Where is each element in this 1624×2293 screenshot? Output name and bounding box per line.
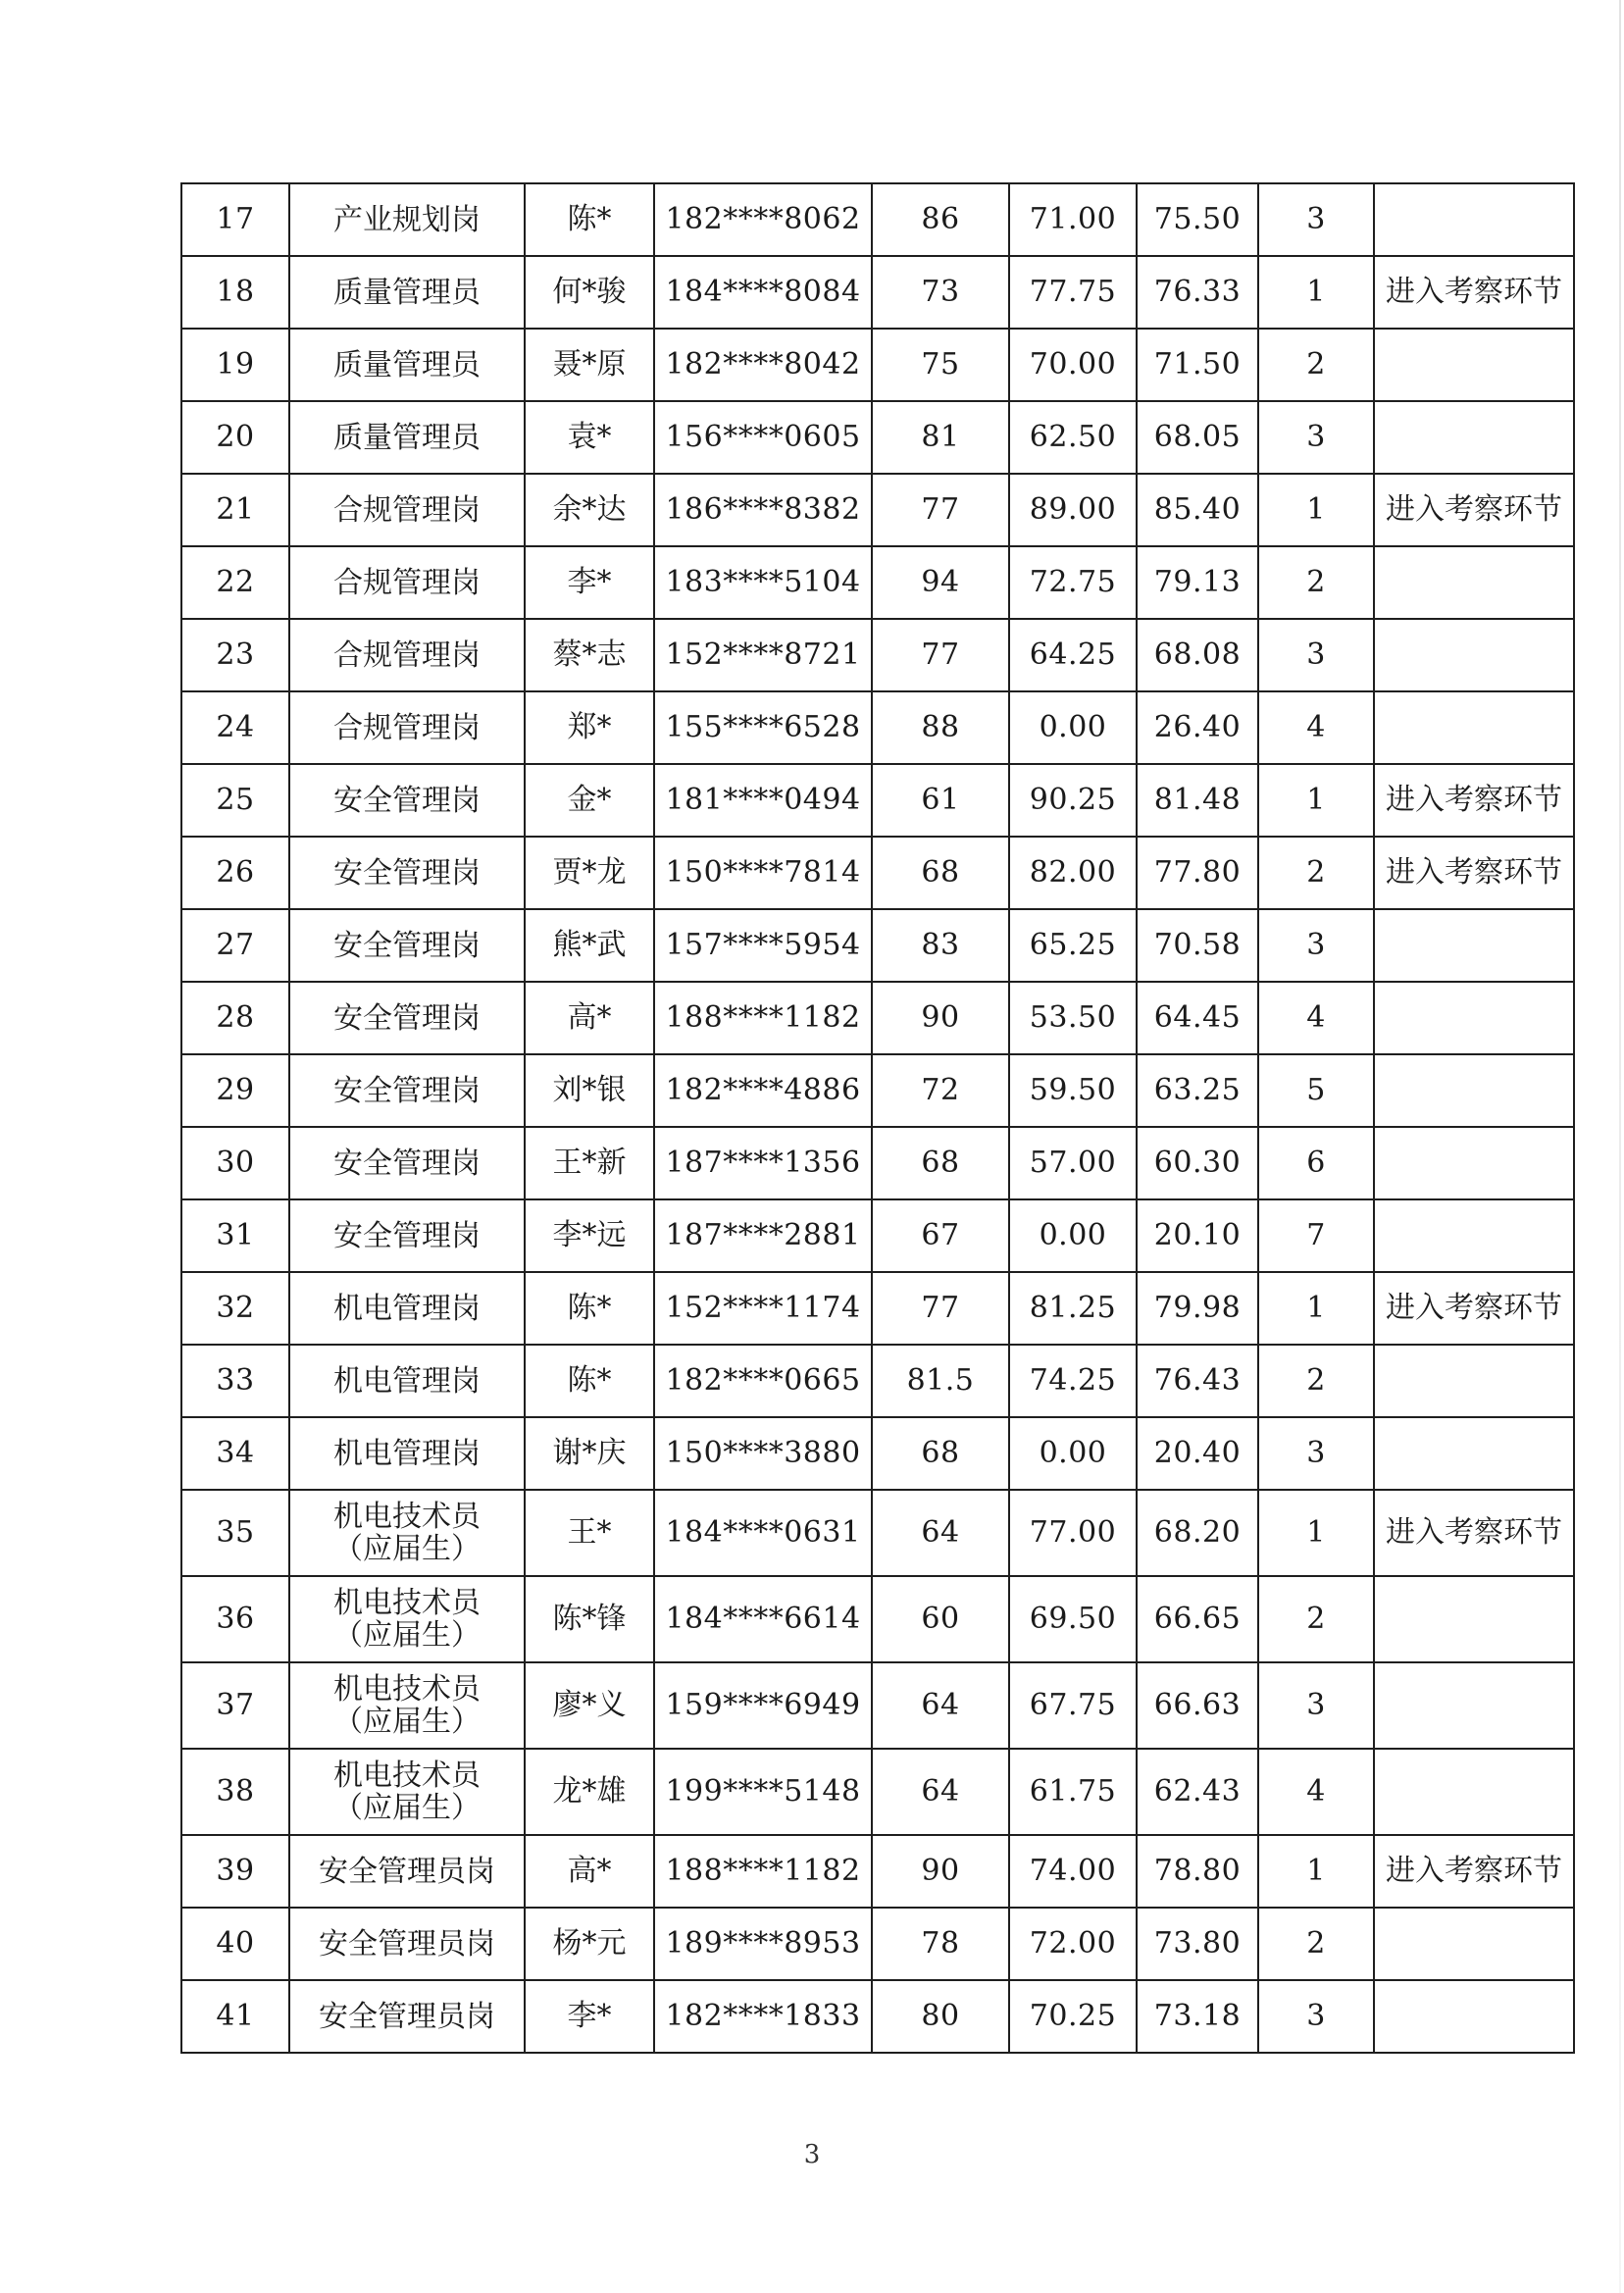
written-score-cell: 64 xyxy=(872,1749,1009,1835)
candidate-name-cell: 高* xyxy=(525,1835,654,1908)
rank-cell: 4 xyxy=(1258,691,1374,764)
total-score-cell: 26.40 xyxy=(1137,691,1258,764)
row-number-cell: 29 xyxy=(181,1054,289,1127)
position-line: 安全管理岗 xyxy=(333,1073,481,1108)
interview-score-cell: 71.00 xyxy=(1009,183,1137,256)
position-line: 合规管理岗 xyxy=(333,492,481,528)
candidate-name-cell: 聂*原 xyxy=(525,329,654,401)
row-number-cell: 17 xyxy=(181,183,289,256)
position-line: 合规管理岗 xyxy=(333,637,481,673)
row-number-cell: 32 xyxy=(181,1272,289,1345)
rank-cell: 2 xyxy=(1258,1345,1374,1417)
interview-score-cell: 57.00 xyxy=(1009,1127,1137,1199)
position-line: 安全管理员岗 xyxy=(319,1926,495,1962)
phone-cell: 184****0631 xyxy=(654,1490,872,1576)
table-row xyxy=(181,1576,1574,1662)
total-score-cell: 68.08 xyxy=(1137,619,1258,691)
total-score-cell: 76.43 xyxy=(1137,1345,1258,1417)
rank-cell: 5 xyxy=(1258,1054,1374,1127)
interview-score-cell: 77.00 xyxy=(1009,1490,1137,1576)
total-score-cell: 77.80 xyxy=(1137,837,1258,909)
row-number-cell: 28 xyxy=(181,982,289,1054)
remark-cell xyxy=(1374,1980,1574,2053)
total-score-cell: 20.10 xyxy=(1137,1199,1258,1272)
total-score-cell: 63.25 xyxy=(1137,1054,1258,1127)
candidate-name-cell: 王*新 xyxy=(525,1127,654,1199)
row-number-cell: 24 xyxy=(181,691,289,764)
position-line: 安全管理员岗 xyxy=(319,1999,495,2034)
table-row xyxy=(181,1490,1574,1576)
phone-cell: 184****8084 xyxy=(654,256,872,329)
interview-score-cell: 72.75 xyxy=(1009,546,1137,619)
row-number-cell: 33 xyxy=(181,1345,289,1417)
position-line: 合规管理岗 xyxy=(333,710,481,745)
remark-cell xyxy=(1374,691,1574,764)
position-line: 质量管理员 xyxy=(333,347,481,382)
written-score-cell: 81 xyxy=(872,401,1009,474)
written-score-cell: 81.5 xyxy=(872,1345,1009,1417)
rank-cell: 4 xyxy=(1258,1749,1374,1835)
written-score-cell: 60 xyxy=(872,1576,1009,1662)
remark-cell: 进入考察环节 xyxy=(1374,1835,1574,1908)
position-line: 机电技术员 xyxy=(333,1758,481,1793)
remark-cell: 进入考察环节 xyxy=(1374,764,1574,837)
total-score-cell: 81.48 xyxy=(1137,764,1258,837)
row-number-cell: 37 xyxy=(181,1662,289,1749)
position-line: 质量管理员 xyxy=(333,275,481,310)
position-cell xyxy=(289,1272,525,1345)
remark-cell: 进入考察环节 xyxy=(1374,1272,1574,1345)
total-score-cell: 68.05 xyxy=(1137,401,1258,474)
total-score-cell: 66.65 xyxy=(1137,1576,1258,1662)
interview-score-cell: 67.75 xyxy=(1009,1662,1137,1749)
remark-cell: 进入考察环节 xyxy=(1374,837,1574,909)
table-row xyxy=(181,256,1574,329)
total-score-cell: 78.80 xyxy=(1137,1835,1258,1908)
remark-cell xyxy=(1374,1345,1574,1417)
remark-cell xyxy=(1374,619,1574,691)
candidate-name-cell: 刘*银 xyxy=(525,1054,654,1127)
position-line: 安全管理岗 xyxy=(333,928,481,963)
written-score-cell: 83 xyxy=(872,909,1009,982)
total-score-cell: 66.63 xyxy=(1137,1662,1258,1749)
candidate-name-cell: 杨*元 xyxy=(525,1908,654,1980)
phone-cell: 150****3880 xyxy=(654,1417,872,1490)
position-line: 安全管理岗 xyxy=(333,1146,481,1181)
candidate-name-cell: 熊*武 xyxy=(525,909,654,982)
written-score-cell: 80 xyxy=(872,1980,1009,2053)
candidate-name-cell: 李*远 xyxy=(525,1199,654,1272)
position-line: 质量管理员 xyxy=(333,420,481,455)
written-score-cell: 90 xyxy=(872,982,1009,1054)
interview-score-cell: 0.00 xyxy=(1009,691,1137,764)
written-score-cell: 75 xyxy=(872,329,1009,401)
position-line: （应届生） xyxy=(333,1705,481,1739)
interview-score-cell: 74.00 xyxy=(1009,1835,1137,1908)
row-number-cell: 27 xyxy=(181,909,289,982)
rank-cell: 2 xyxy=(1258,1576,1374,1662)
remark-cell xyxy=(1374,1199,1574,1272)
rank-cell: 3 xyxy=(1258,1662,1374,1749)
total-score-cell: 20.40 xyxy=(1137,1417,1258,1490)
interview-score-cell: 59.50 xyxy=(1009,1054,1137,1127)
total-score-cell: 79.98 xyxy=(1137,1272,1258,1345)
position-line: 机电管理岗 xyxy=(333,1291,481,1326)
position-line: （应届生） xyxy=(333,1532,481,1566)
written-score-cell: 77 xyxy=(872,1272,1009,1345)
table-row xyxy=(181,1054,1574,1127)
phone-cell: 199****5148 xyxy=(654,1749,872,1835)
remark-cell xyxy=(1374,1662,1574,1749)
written-score-cell: 67 xyxy=(872,1199,1009,1272)
position-line: 安全管理员岗 xyxy=(319,1854,495,1889)
total-score-cell: 75.50 xyxy=(1137,183,1258,256)
phone-cell: 182****1833 xyxy=(654,1980,872,2053)
interview-score-cell: 77.75 xyxy=(1009,256,1137,329)
written-score-cell: 68 xyxy=(872,837,1009,909)
interview-score-cell: 70.25 xyxy=(1009,1980,1137,2053)
candidate-name-cell: 何*骏 xyxy=(525,256,654,329)
written-score-cell: 78 xyxy=(872,1908,1009,1980)
position-cell xyxy=(289,183,525,256)
position-cell xyxy=(289,474,525,546)
position-line: 合规管理岗 xyxy=(333,565,481,600)
interview-score-cell: 70.00 xyxy=(1009,329,1137,401)
candidate-name-cell: 陈*锋 xyxy=(525,1576,654,1662)
total-score-cell: 64.45 xyxy=(1137,982,1258,1054)
interview-score-cell: 53.50 xyxy=(1009,982,1137,1054)
candidate-name-cell: 陈* xyxy=(525,1272,654,1345)
position-cell xyxy=(289,837,525,909)
candidate-name-cell: 金* xyxy=(525,764,654,837)
phone-cell: 189****8953 xyxy=(654,1908,872,1980)
position-line: （应届生） xyxy=(333,1618,481,1653)
position-cell xyxy=(289,1417,525,1490)
candidate-name-cell: 蔡*志 xyxy=(525,619,654,691)
position-cell xyxy=(289,909,525,982)
table-row xyxy=(181,691,1574,764)
remark-cell xyxy=(1374,329,1574,401)
table-row xyxy=(181,1199,1574,1272)
total-score-cell: 62.43 xyxy=(1137,1749,1258,1835)
phone-cell: 182****8062 xyxy=(654,183,872,256)
position-line: （应届生） xyxy=(333,1791,481,1825)
remark-cell xyxy=(1374,1054,1574,1127)
written-score-cell: 64 xyxy=(872,1662,1009,1749)
remark-cell: 进入考察环节 xyxy=(1374,474,1574,546)
phone-cell: 187****2881 xyxy=(654,1199,872,1272)
candidate-name-cell: 李* xyxy=(525,1980,654,2053)
interview-score-cell: 0.00 xyxy=(1009,1199,1137,1272)
position-cell xyxy=(289,401,525,474)
rank-cell: 3 xyxy=(1258,909,1374,982)
candidate-name-cell: 廖*义 xyxy=(525,1662,654,1749)
row-number-cell: 31 xyxy=(181,1199,289,1272)
position-cell xyxy=(289,1127,525,1199)
remark-cell: 进入考察环节 xyxy=(1374,256,1574,329)
position-cell xyxy=(289,1662,525,1749)
remark-cell xyxy=(1374,1908,1574,1980)
candidate-name-cell: 袁* xyxy=(525,401,654,474)
interview-score-cell: 81.25 xyxy=(1009,1272,1137,1345)
table-row xyxy=(181,1980,1574,2053)
results-table xyxy=(180,182,1575,2054)
rank-cell: 2 xyxy=(1258,1908,1374,1980)
table-row xyxy=(181,1662,1574,1749)
total-score-cell: 60.30 xyxy=(1137,1127,1258,1199)
table-row xyxy=(181,546,1574,619)
candidate-name-cell: 陈* xyxy=(525,183,654,256)
position-cell xyxy=(289,982,525,1054)
position-line: 机电管理岗 xyxy=(333,1363,481,1399)
scan-edge-mark xyxy=(1619,0,1621,2293)
written-score-cell: 94 xyxy=(872,546,1009,619)
phone-cell: 182****4886 xyxy=(654,1054,872,1127)
row-number-cell: 26 xyxy=(181,837,289,909)
rank-cell: 3 xyxy=(1258,1417,1374,1490)
rank-cell: 1 xyxy=(1258,1835,1374,1908)
candidate-name-cell: 余*达 xyxy=(525,474,654,546)
position-line: 安全管理岗 xyxy=(333,1000,481,1036)
total-score-cell: 85.40 xyxy=(1137,474,1258,546)
row-number-cell: 34 xyxy=(181,1417,289,1490)
rank-cell: 1 xyxy=(1258,764,1374,837)
total-score-cell: 68.20 xyxy=(1137,1490,1258,1576)
row-number-cell: 35 xyxy=(181,1490,289,1576)
position-cell xyxy=(289,764,525,837)
phone-cell: 159****6949 xyxy=(654,1662,872,1749)
candidate-name-cell: 谢*庆 xyxy=(525,1417,654,1490)
position-cell xyxy=(289,1490,525,1576)
interview-score-cell: 61.75 xyxy=(1009,1749,1137,1835)
row-number-cell: 25 xyxy=(181,764,289,837)
table-row xyxy=(181,401,1574,474)
written-score-cell: 88 xyxy=(872,691,1009,764)
table-row xyxy=(181,1345,1574,1417)
table-row xyxy=(181,1835,1574,1908)
table-row xyxy=(181,1272,1574,1345)
rank-cell: 7 xyxy=(1258,1199,1374,1272)
rank-cell: 4 xyxy=(1258,982,1374,1054)
table-row xyxy=(181,909,1574,982)
position-line: 机电技术员 xyxy=(333,1586,481,1620)
position-cell xyxy=(289,1576,525,1662)
phone-cell: 182****8042 xyxy=(654,329,872,401)
candidate-name-cell: 李* xyxy=(525,546,654,619)
row-number-cell: 18 xyxy=(181,256,289,329)
interview-score-cell: 72.00 xyxy=(1009,1908,1137,1980)
total-score-cell: 70.58 xyxy=(1137,909,1258,982)
candidate-name-cell: 贾*龙 xyxy=(525,837,654,909)
phone-cell: 152****8721 xyxy=(654,619,872,691)
remark-cell xyxy=(1374,1417,1574,1490)
total-score-cell: 79.13 xyxy=(1137,546,1258,619)
row-number-cell: 20 xyxy=(181,401,289,474)
phone-cell: 186****8382 xyxy=(654,474,872,546)
rank-cell: 6 xyxy=(1258,1127,1374,1199)
remark-cell xyxy=(1374,401,1574,474)
table-row xyxy=(181,183,1574,256)
table-row xyxy=(181,1417,1574,1490)
written-score-cell: 68 xyxy=(872,1127,1009,1199)
position-line: 安全管理岗 xyxy=(333,1218,481,1253)
written-score-cell: 90 xyxy=(872,1835,1009,1908)
rank-cell: 1 xyxy=(1258,1490,1374,1576)
position-cell xyxy=(289,1345,525,1417)
interview-score-cell: 0.00 xyxy=(1009,1417,1137,1490)
position-line: 机电管理岗 xyxy=(333,1436,481,1471)
total-score-cell: 76.33 xyxy=(1137,256,1258,329)
table-row xyxy=(181,982,1574,1054)
total-score-cell: 71.50 xyxy=(1137,329,1258,401)
written-score-cell: 77 xyxy=(872,474,1009,546)
row-number-cell: 23 xyxy=(181,619,289,691)
remark-cell xyxy=(1374,1127,1574,1199)
phone-cell: 184****6614 xyxy=(654,1576,872,1662)
position-cell xyxy=(289,1199,525,1272)
phone-cell: 183****5104 xyxy=(654,546,872,619)
interview-score-cell: 64.25 xyxy=(1009,619,1137,691)
written-score-cell: 77 xyxy=(872,619,1009,691)
phone-cell: 181****0494 xyxy=(654,764,872,837)
position-cell xyxy=(289,1749,525,1835)
rank-cell: 1 xyxy=(1258,474,1374,546)
table-body xyxy=(181,183,1574,2053)
remark-cell xyxy=(1374,183,1574,256)
table-row xyxy=(181,837,1574,909)
phone-cell: 155****6528 xyxy=(654,691,872,764)
position-cell xyxy=(289,1054,525,1127)
total-score-cell: 73.80 xyxy=(1137,1908,1258,1980)
remark-cell xyxy=(1374,909,1574,982)
position-cell xyxy=(289,546,525,619)
interview-score-cell: 62.50 xyxy=(1009,401,1137,474)
interview-score-cell: 69.50 xyxy=(1009,1576,1137,1662)
phone-cell: 187****1356 xyxy=(654,1127,872,1199)
position-line: 安全管理岗 xyxy=(333,783,481,818)
position-cell xyxy=(289,691,525,764)
candidate-name-cell: 龙*雄 xyxy=(525,1749,654,1835)
phone-cell: 182****0665 xyxy=(654,1345,872,1417)
written-score-cell: 73 xyxy=(872,256,1009,329)
candidate-name-cell: 陈* xyxy=(525,1345,654,1417)
remark-cell xyxy=(1374,1749,1574,1835)
interview-score-cell: 74.25 xyxy=(1009,1345,1137,1417)
phone-cell: 156****0605 xyxy=(654,401,872,474)
rank-cell: 1 xyxy=(1258,1272,1374,1345)
candidate-name-cell: 郑* xyxy=(525,691,654,764)
row-number-cell: 41 xyxy=(181,1980,289,2053)
interview-score-cell: 65.25 xyxy=(1009,909,1137,982)
remark-cell xyxy=(1374,1576,1574,1662)
phone-cell: 188****1182 xyxy=(654,1835,872,1908)
interview-score-cell: 90.25 xyxy=(1009,764,1137,837)
written-score-cell: 61 xyxy=(872,764,1009,837)
row-number-cell: 19 xyxy=(181,329,289,401)
position-line: 机电技术员 xyxy=(333,1672,481,1707)
position-line: 产业规划岗 xyxy=(333,202,481,237)
position-cell xyxy=(289,1835,525,1908)
rank-cell: 2 xyxy=(1258,837,1374,909)
remark-cell xyxy=(1374,546,1574,619)
remark-cell xyxy=(1374,982,1574,1054)
row-number-cell: 36 xyxy=(181,1576,289,1662)
written-score-cell: 72 xyxy=(872,1054,1009,1127)
table-row xyxy=(181,1749,1574,1835)
row-number-cell: 38 xyxy=(181,1749,289,1835)
phone-cell: 152****1174 xyxy=(654,1272,872,1345)
rank-cell: 3 xyxy=(1258,183,1374,256)
row-number-cell: 21 xyxy=(181,474,289,546)
written-score-cell: 86 xyxy=(872,183,1009,256)
remark-cell: 进入考察环节 xyxy=(1374,1490,1574,1576)
position-cell xyxy=(289,1980,525,2053)
table-row xyxy=(181,619,1574,691)
total-score-cell: 73.18 xyxy=(1137,1980,1258,2053)
position-cell xyxy=(289,329,525,401)
row-number-cell: 40 xyxy=(181,1908,289,1980)
page-number: 3 xyxy=(803,2140,821,2169)
table-row xyxy=(181,1127,1574,1199)
interview-score-cell: 82.00 xyxy=(1009,837,1137,909)
rank-cell: 2 xyxy=(1258,546,1374,619)
written-score-cell: 68 xyxy=(872,1417,1009,1490)
rank-cell: 3 xyxy=(1258,1980,1374,2053)
rank-cell: 2 xyxy=(1258,329,1374,401)
position-cell xyxy=(289,256,525,329)
position-line: 机电技术员 xyxy=(333,1500,481,1534)
phone-cell: 188****1182 xyxy=(654,982,872,1054)
interview-score-cell: 89.00 xyxy=(1009,474,1137,546)
candidate-name-cell: 高* xyxy=(525,982,654,1054)
position-cell xyxy=(289,1908,525,1980)
table-row xyxy=(181,1908,1574,1980)
position-line: 安全管理岗 xyxy=(333,855,481,891)
row-number-cell: 39 xyxy=(181,1835,289,1908)
table-row xyxy=(181,474,1574,546)
rank-cell: 3 xyxy=(1258,619,1374,691)
written-score-cell: 64 xyxy=(872,1490,1009,1576)
position-cell xyxy=(289,619,525,691)
row-number-cell: 30 xyxy=(181,1127,289,1199)
candidate-name-cell: 王* xyxy=(525,1490,654,1576)
rank-cell: 3 xyxy=(1258,401,1374,474)
rank-cell: 1 xyxy=(1258,256,1374,329)
table-row xyxy=(181,764,1574,837)
phone-cell: 157****5954 xyxy=(654,909,872,982)
row-number-cell: 22 xyxy=(181,546,289,619)
phone-cell: 150****7814 xyxy=(654,837,872,909)
table-row xyxy=(181,329,1574,401)
